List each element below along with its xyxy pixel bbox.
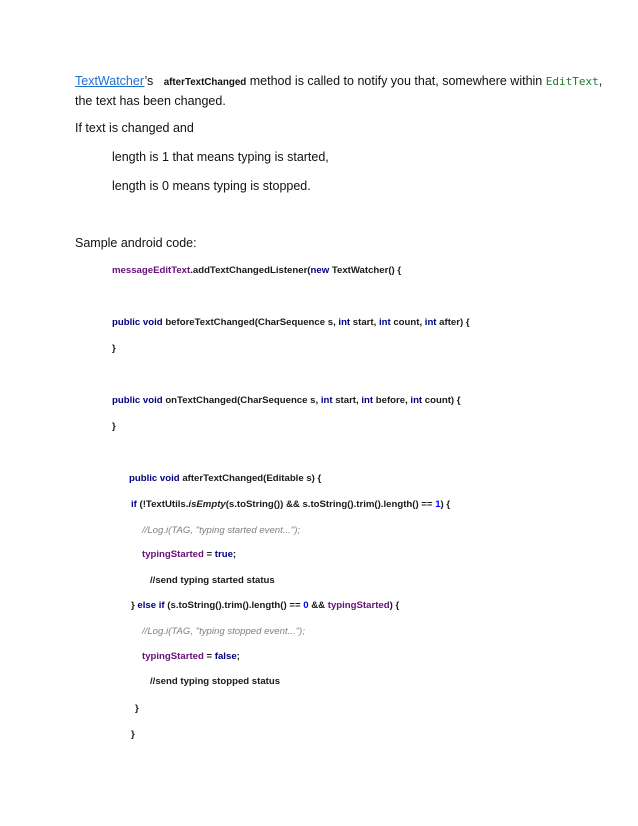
code-text: = — [203, 651, 215, 662]
code-keyword: void — [142, 395, 163, 406]
code-text: after) { — [436, 317, 470, 328]
code-line-3: } — [112, 343, 116, 354]
code-text: ; — [236, 651, 240, 662]
code-text: start, — [350, 317, 379, 328]
code-text: count, — [390, 317, 425, 328]
code-number: 0 — [303, 600, 309, 611]
rules-heading: If text is changed and — [75, 121, 194, 135]
code-text: count) { — [422, 395, 461, 406]
code-text: beforeTextChanged(CharSequence s, — [162, 317, 339, 328]
intro-line-1 — [75, 74, 602, 88]
code-line-8: //Log.i(TAG, "typing started event..."); — [142, 525, 301, 536]
code-line-9 — [142, 549, 236, 560]
code-line-6 — [129, 473, 321, 484]
code-line-12: //Log.i(TAG, "typing stopped event..."); — [142, 626, 305, 637]
intro-text-b: , — [598, 74, 603, 88]
code-text: .addTextChangedListener( — [190, 265, 311, 276]
code-keyword: public — [112, 317, 141, 328]
code-keyword: int — [378, 317, 391, 328]
code-method: isEmpty — [188, 499, 226, 510]
code-line-15: } — [135, 703, 139, 714]
intro-line-2: the text has been changed. — [75, 94, 226, 108]
code-keyword: if — [158, 600, 165, 611]
code-keyword: public — [112, 395, 141, 406]
edittext-code-ref: EditText — [545, 75, 599, 88]
method-name: afterTextChanged — [163, 77, 247, 88]
code-keyword: int — [338, 317, 351, 328]
code-text: afterTextChanged(Editable s) { — [179, 473, 322, 484]
code-keyword: void — [142, 317, 163, 328]
code-text: (s.toString().trim().length() == — [164, 600, 304, 611]
code-text: before, — [373, 395, 411, 406]
code-line-5: } — [112, 421, 116, 432]
code-keyword: if — [131, 499, 137, 510]
code-field: typingStarted — [142, 549, 204, 560]
sample-heading: Sample android code: — [75, 236, 197, 250]
code-text: && — [308, 600, 328, 611]
code-text: } — [131, 600, 138, 611]
code-line-14: //send typing stopped status — [150, 676, 281, 687]
code-keyword: int — [410, 395, 423, 406]
textwatcher-link[interactable]: TextWatcher — [75, 74, 145, 88]
code-field: typingStarted — [327, 600, 390, 611]
code-keyword: new — [310, 265, 330, 276]
code-line-4 — [112, 395, 461, 406]
code-text: ; — [232, 549, 237, 560]
code-line-2 — [112, 317, 470, 328]
code-text: (!TextUtils. — [136, 499, 189, 510]
intro-possessive: ’s — [144, 74, 154, 88]
code-line-11 — [131, 600, 399, 611]
code-text: (s.toString()) && s.toString().trim().length() == — [225, 499, 436, 510]
code-line-13 — [142, 651, 240, 662]
code-line-10: //send typing started status — [150, 575, 275, 586]
code-text: = — [203, 549, 215, 560]
code-field: typingStarted — [142, 651, 204, 662]
code-keyword: int — [320, 395, 333, 406]
rule-stopped: length is 0 means typing is stopped. — [112, 179, 311, 193]
code-keyword: true — [214, 549, 233, 560]
code-line-16: } — [131, 729, 135, 740]
code-keyword: int — [361, 395, 374, 406]
code-text: ) { — [389, 600, 400, 611]
code-text: onTextChanged(CharSequence s, — [162, 395, 321, 406]
code-line-1 — [112, 265, 401, 276]
code-field: messageEditText — [112, 265, 191, 276]
code-line-7 — [131, 499, 450, 510]
code-keyword: else — [137, 600, 157, 611]
code-keyword: false — [214, 651, 237, 662]
rule-started: length is 1 that means typing is started, — [112, 150, 329, 164]
code-keyword: void — [159, 473, 180, 484]
code-keyword: int — [424, 317, 437, 328]
code-text: TextWatcher() { — [329, 265, 402, 276]
intro-text-a: method is called to notify you that, somewhere within — [249, 74, 543, 88]
code-text: ) { — [440, 499, 451, 510]
code-keyword: public — [129, 473, 158, 484]
code-text: start, — [332, 395, 362, 406]
code-number: 1 — [435, 499, 441, 510]
